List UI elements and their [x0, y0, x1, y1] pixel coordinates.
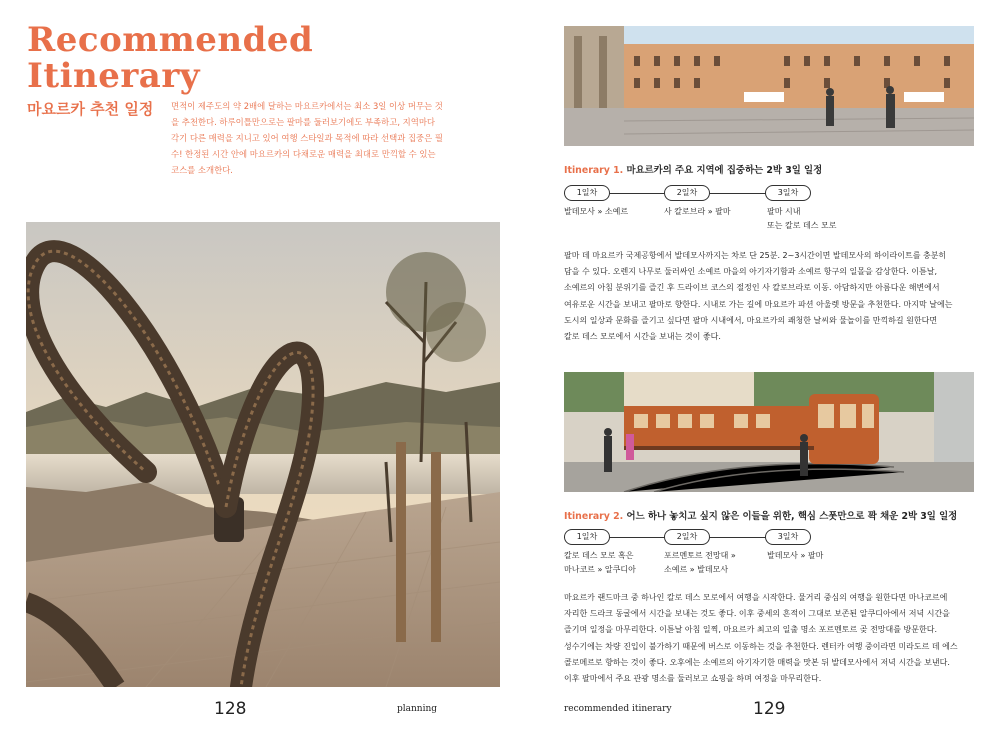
day-3-pill: 3일차: [765, 185, 811, 201]
itinerary-1-route: [564, 185, 809, 203]
day-2-pill: 2일차: [664, 529, 710, 545]
day-1-pill: 1일차: [564, 529, 610, 545]
body-line: 이후 팔마에서 주요 관광 명소를 둘러보고 쇼핑을 하며 여정을 마무리한다.: [564, 674, 822, 684]
itinerary-2-title: 어느 하나 놓치고 싶지 않은 이들을 위한, 핵심 스폿만으로 꽉 채운 2박 3일 일정: [626, 511, 958, 522]
stop-line: 또는 칼로 데스 모로: [767, 221, 837, 230]
itinerary-2-heading: [564, 508, 984, 522]
korean-subtitle: 마요르카 추천 일정: [27, 100, 154, 118]
stop-line: 사 칼로브라 » 팔마: [664, 207, 731, 216]
stop-line: 발데모사 » 소예르: [564, 207, 629, 216]
stop-line: 포르멘토르 전망대 »: [664, 551, 736, 560]
itinerary-2-day-1-stops: [564, 549, 664, 577]
intro-paragraph: 면적이 제주도의 약 2배에 달하는 마요르카에서는 최소 3일 이상 머무는 것을 추천한다. 하루이틀만으로는 팔마를 둘러보기에도 부족하고, 지역마다 각기 다른 매력을 지니고 있어 여행 스타일과 목적에 따라 선택과 집중은 필수! 한정된 시간 안에 마요르카의 다채로운 매력을 최대로 만끽할 수 있는 코스를 소개한다.: [171, 101, 443, 175]
body-line: 즐기며 일정을 마무리한다. 이튿날 아침 일찍, 마요르카 최고의 일출 명소 포르멘토르 곶 전망대를 방문한다.: [564, 625, 937, 635]
body-line: 소예르의 아침 분위기를 즐긴 후 드라이브 코스의 절정인 사 칼로브라로 이동. 아담하지만 아름다운 해변에서: [564, 283, 940, 293]
page-title: [27, 22, 327, 94]
running-head-left: planning: [397, 704, 438, 714]
itinerary-2-day-3-stops: [767, 549, 887, 563]
itinerary-1-heading: [564, 162, 974, 176]
body-line: 성수기에는 차량 진입이 불가하기 때문에 버스로 이동하는 것을 추천한다. 렌터카 여행 중이라면 미라도르 데 에스: [564, 641, 958, 651]
tram-photo: [564, 372, 974, 492]
body-line: 콜로메르로 향하는 것이 좋다. 오후에는 소예르의 아기자기한 매력을 맛본 뒤 발데모사에서 저녁 시간을 보낸다.: [564, 657, 950, 667]
itinerary-1-day-3-stops: [767, 205, 887, 233]
itinerary-2-route: [564, 529, 809, 547]
stop-line: 칼로 데스 모로 혹은: [564, 551, 634, 560]
title-line-1: Recommended: [27, 20, 314, 60]
body-line: 여유로운 시간을 보내고 팔마로 향한다. 시내로 가는 길에 마요르카 파션 아울렛 방문을 추천한다. 마지막 날에는: [564, 299, 953, 309]
itinerary-2-label: Itinerary 2.: [564, 511, 624, 522]
body-line: 마요르카 랜드마크 중 하나인 칼로 데스 모로에서 여행을 시작한다. 물거리 중심의 여행을 원한다면 마나코르에: [564, 593, 948, 602]
page-number-right: 129: [753, 699, 786, 719]
day-3-pill: 3일차: [765, 529, 811, 545]
harbor-heart-photo: [26, 222, 500, 687]
running-head-right: recommended itinerary: [564, 704, 672, 714]
itinerary-1-body: [564, 248, 976, 345]
stop-line: 소예르 » 발데모사: [664, 565, 729, 574]
body-line: 칼로 데스 모로에서 시간을 보내는 것이 좋다.: [564, 332, 721, 342]
itinerary-1-day-1-stops: [564, 205, 664, 219]
body-line: 담을 수 있다. 오렌지 나무로 둘러싸인 소예르 마을의 아기자기함과 소예르 항구의 일몰을 감상한다. 이튿날,: [564, 267, 937, 277]
stop-line: 마나코르 » 알쿠디아: [564, 565, 636, 574]
body-line: 팔마 데 마요르카 국제공항에서 발데모사까지는 차로 단 25분. 2~3시간이면 발데모사의 하이라이트를 충분히: [564, 251, 947, 260]
stop-line: 발데모사 » 팔마: [767, 551, 824, 560]
page-number-left: 128: [214, 699, 247, 719]
plaza-photo: [564, 26, 974, 146]
itinerary-1-day-2-stops: [664, 205, 764, 219]
title-line-2: Itinerary: [27, 56, 200, 96]
itinerary-1-title: 마요르카의 주요 지역에 집중하는 2박 3일 일정: [626, 165, 823, 176]
itinerary-2-body: [564, 590, 976, 687]
day-1-pill: 1일차: [564, 185, 610, 201]
day-2-pill: 2일차: [664, 185, 710, 201]
body-line: 자리한 드라크 동굴에서 시간을 보내는 것도 좋다. 이후 중세의 흔적이 그대로 보존된 알쿠디아에서 저녁 시간을: [564, 609, 950, 619]
itinerary-1-label: Itinerary 1.: [564, 165, 624, 176]
body-line: 도시의 일상과 문화를 즐기고 싶다면 팔마 시내에서, 마요르카의 쾌청한 날씨와 물놀이를 만끽하길 원한다면: [564, 315, 938, 325]
itinerary-2-day-2-stops: [664, 549, 764, 577]
stop-line: 팔마 시내: [767, 207, 801, 216]
